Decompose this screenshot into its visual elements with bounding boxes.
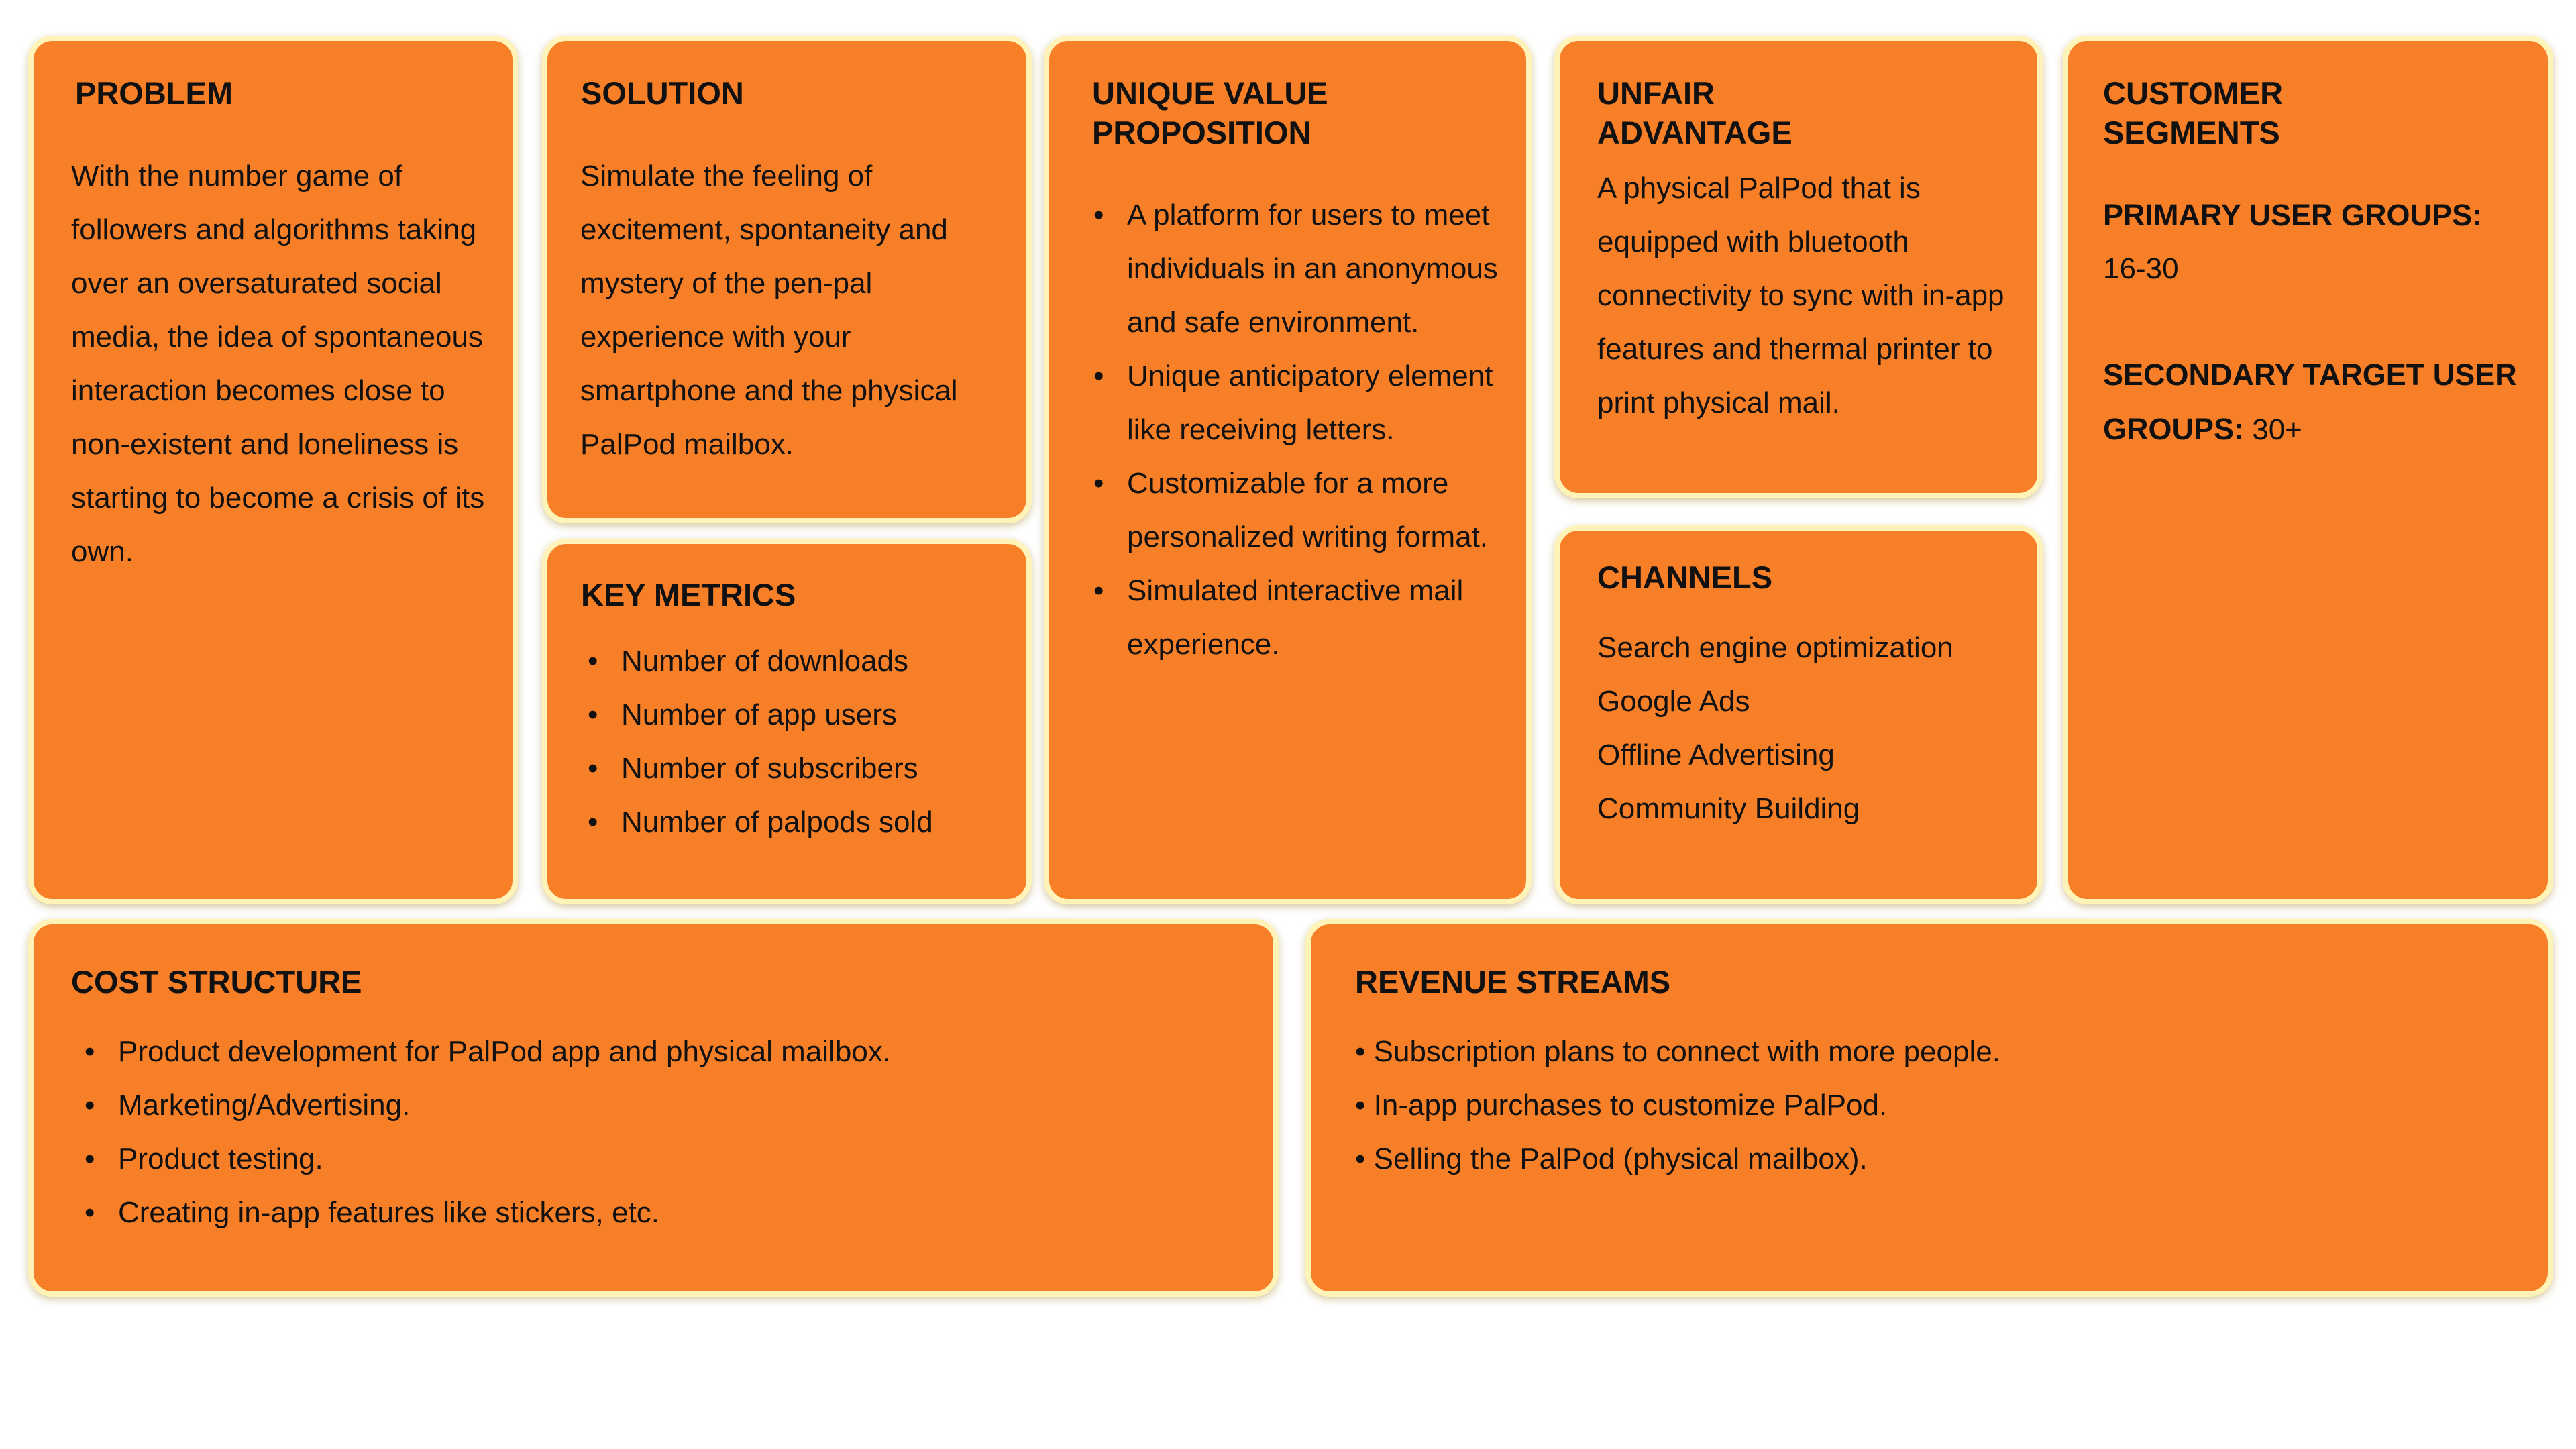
key-metrics-list bbox=[621, 635, 1024, 849]
solution-card bbox=[542, 36, 1032, 523]
list-item: Search engine optimization bbox=[1597, 631, 1953, 664]
customer-segments-title: CUSTOMER SEGMENTS bbox=[2103, 75, 2284, 150]
list-item: • Creating in-app features like stickers, etc. bbox=[118, 1186, 1225, 1240]
uvp-title: UNIQUE VALUE PROPOSITION bbox=[1092, 75, 1328, 150]
customer-segments-card bbox=[2063, 36, 2553, 904]
list-item: • Marketing/Advertising. bbox=[118, 1079, 1225, 1132]
secondary-user-groups-label: SECONDARY TARGET USER GROUPS: bbox=[2103, 358, 2517, 446]
secondary-user-groups-line bbox=[2103, 348, 2532, 457]
list-item: • Product development for PalPod app and physical mailbox. bbox=[118, 1025, 1225, 1079]
uvp-list bbox=[1127, 189, 1503, 672]
list-item: • Number of palpods sold bbox=[621, 796, 1024, 849]
list-item: • Simulated interactive mail experience. bbox=[1127, 564, 1503, 672]
problem-card bbox=[28, 36, 518, 904]
list-item: • Subscription plans to connect with more people. bbox=[1355, 1035, 2000, 1068]
list-item: • Number of app users bbox=[621, 688, 1024, 742]
key-metrics-title: KEY METRICS bbox=[581, 577, 796, 612]
list-item: • In-app purchases to customize PalPod. bbox=[1355, 1089, 1888, 1122]
problem-title: PROBLEM bbox=[75, 75, 233, 111]
problem-text: With the number game of followers and algorithms taking over an oversaturated social media, the idea of spontaneous interaction becomes close to non-existent and loneliness is starting to become a crisis of its own. bbox=[71, 160, 485, 568]
unique-value-proposition-card bbox=[1044, 36, 1532, 904]
list-item: Community Building bbox=[1597, 792, 1860, 825]
secondary-user-groups-value: 30+ bbox=[2244, 413, 2302, 446]
channels-title: CHANNELS bbox=[1597, 559, 1773, 595]
cost-structure-card bbox=[28, 919, 1279, 1297]
channels-list bbox=[1597, 621, 2027, 836]
primary-user-groups-value: 16-30 bbox=[2103, 252, 2179, 285]
solution-text: Simulate the feeling of excitement, spontaneity and mystery of the pen-pal experience with your smartphone and the physical PalPod mailbox. bbox=[580, 160, 958, 461]
key-metrics-card bbox=[542, 539, 1032, 904]
unfair-advantage-card bbox=[1554, 36, 2043, 498]
list-item: • Number of subscribers bbox=[621, 742, 1024, 796]
list-item: • A platform for users to meet individuals in an anonymous and safe environment. bbox=[1127, 189, 1503, 350]
list-item: • Selling the PalPod (physical mailbox). bbox=[1355, 1142, 1868, 1175]
list-item: • Customizable for a more personalized writing format. bbox=[1127, 457, 1503, 564]
primary-user-groups bbox=[2103, 189, 2532, 296]
primary-user-groups-label: PRIMARY USER GROUPS: bbox=[2103, 198, 2483, 232]
channels-card bbox=[1554, 525, 2043, 904]
solution-title: SOLUTION bbox=[581, 75, 744, 111]
unfair-advantage-title: UNFAIR ADVANTAGE bbox=[1597, 75, 1792, 150]
cost-structure-list bbox=[118, 1025, 1225, 1240]
list-item: Google Ads bbox=[1597, 685, 1750, 718]
list-item: • Unique anticipatory element like receiving letters. bbox=[1127, 350, 1503, 457]
cost-structure-title: COST STRUCTURE bbox=[71, 964, 362, 1000]
list-item: • Number of downloads bbox=[621, 635, 1024, 688]
revenue-streams-title: REVENUE STREAMS bbox=[1355, 964, 1671, 1000]
revenue-streams-card bbox=[1305, 919, 2553, 1297]
unfair-advantage-text: A physical PalPod that is equipped with bluetooth connectivity to sync with in-app features and thermal printer to print physical mail. bbox=[1597, 172, 2004, 419]
list-item: • Product testing. bbox=[118, 1132, 1225, 1186]
secondary-user-groups bbox=[2103, 348, 2532, 457]
revenue-streams-list bbox=[1355, 1025, 2462, 1186]
list-item: Offline Advertising bbox=[1597, 739, 1835, 771]
